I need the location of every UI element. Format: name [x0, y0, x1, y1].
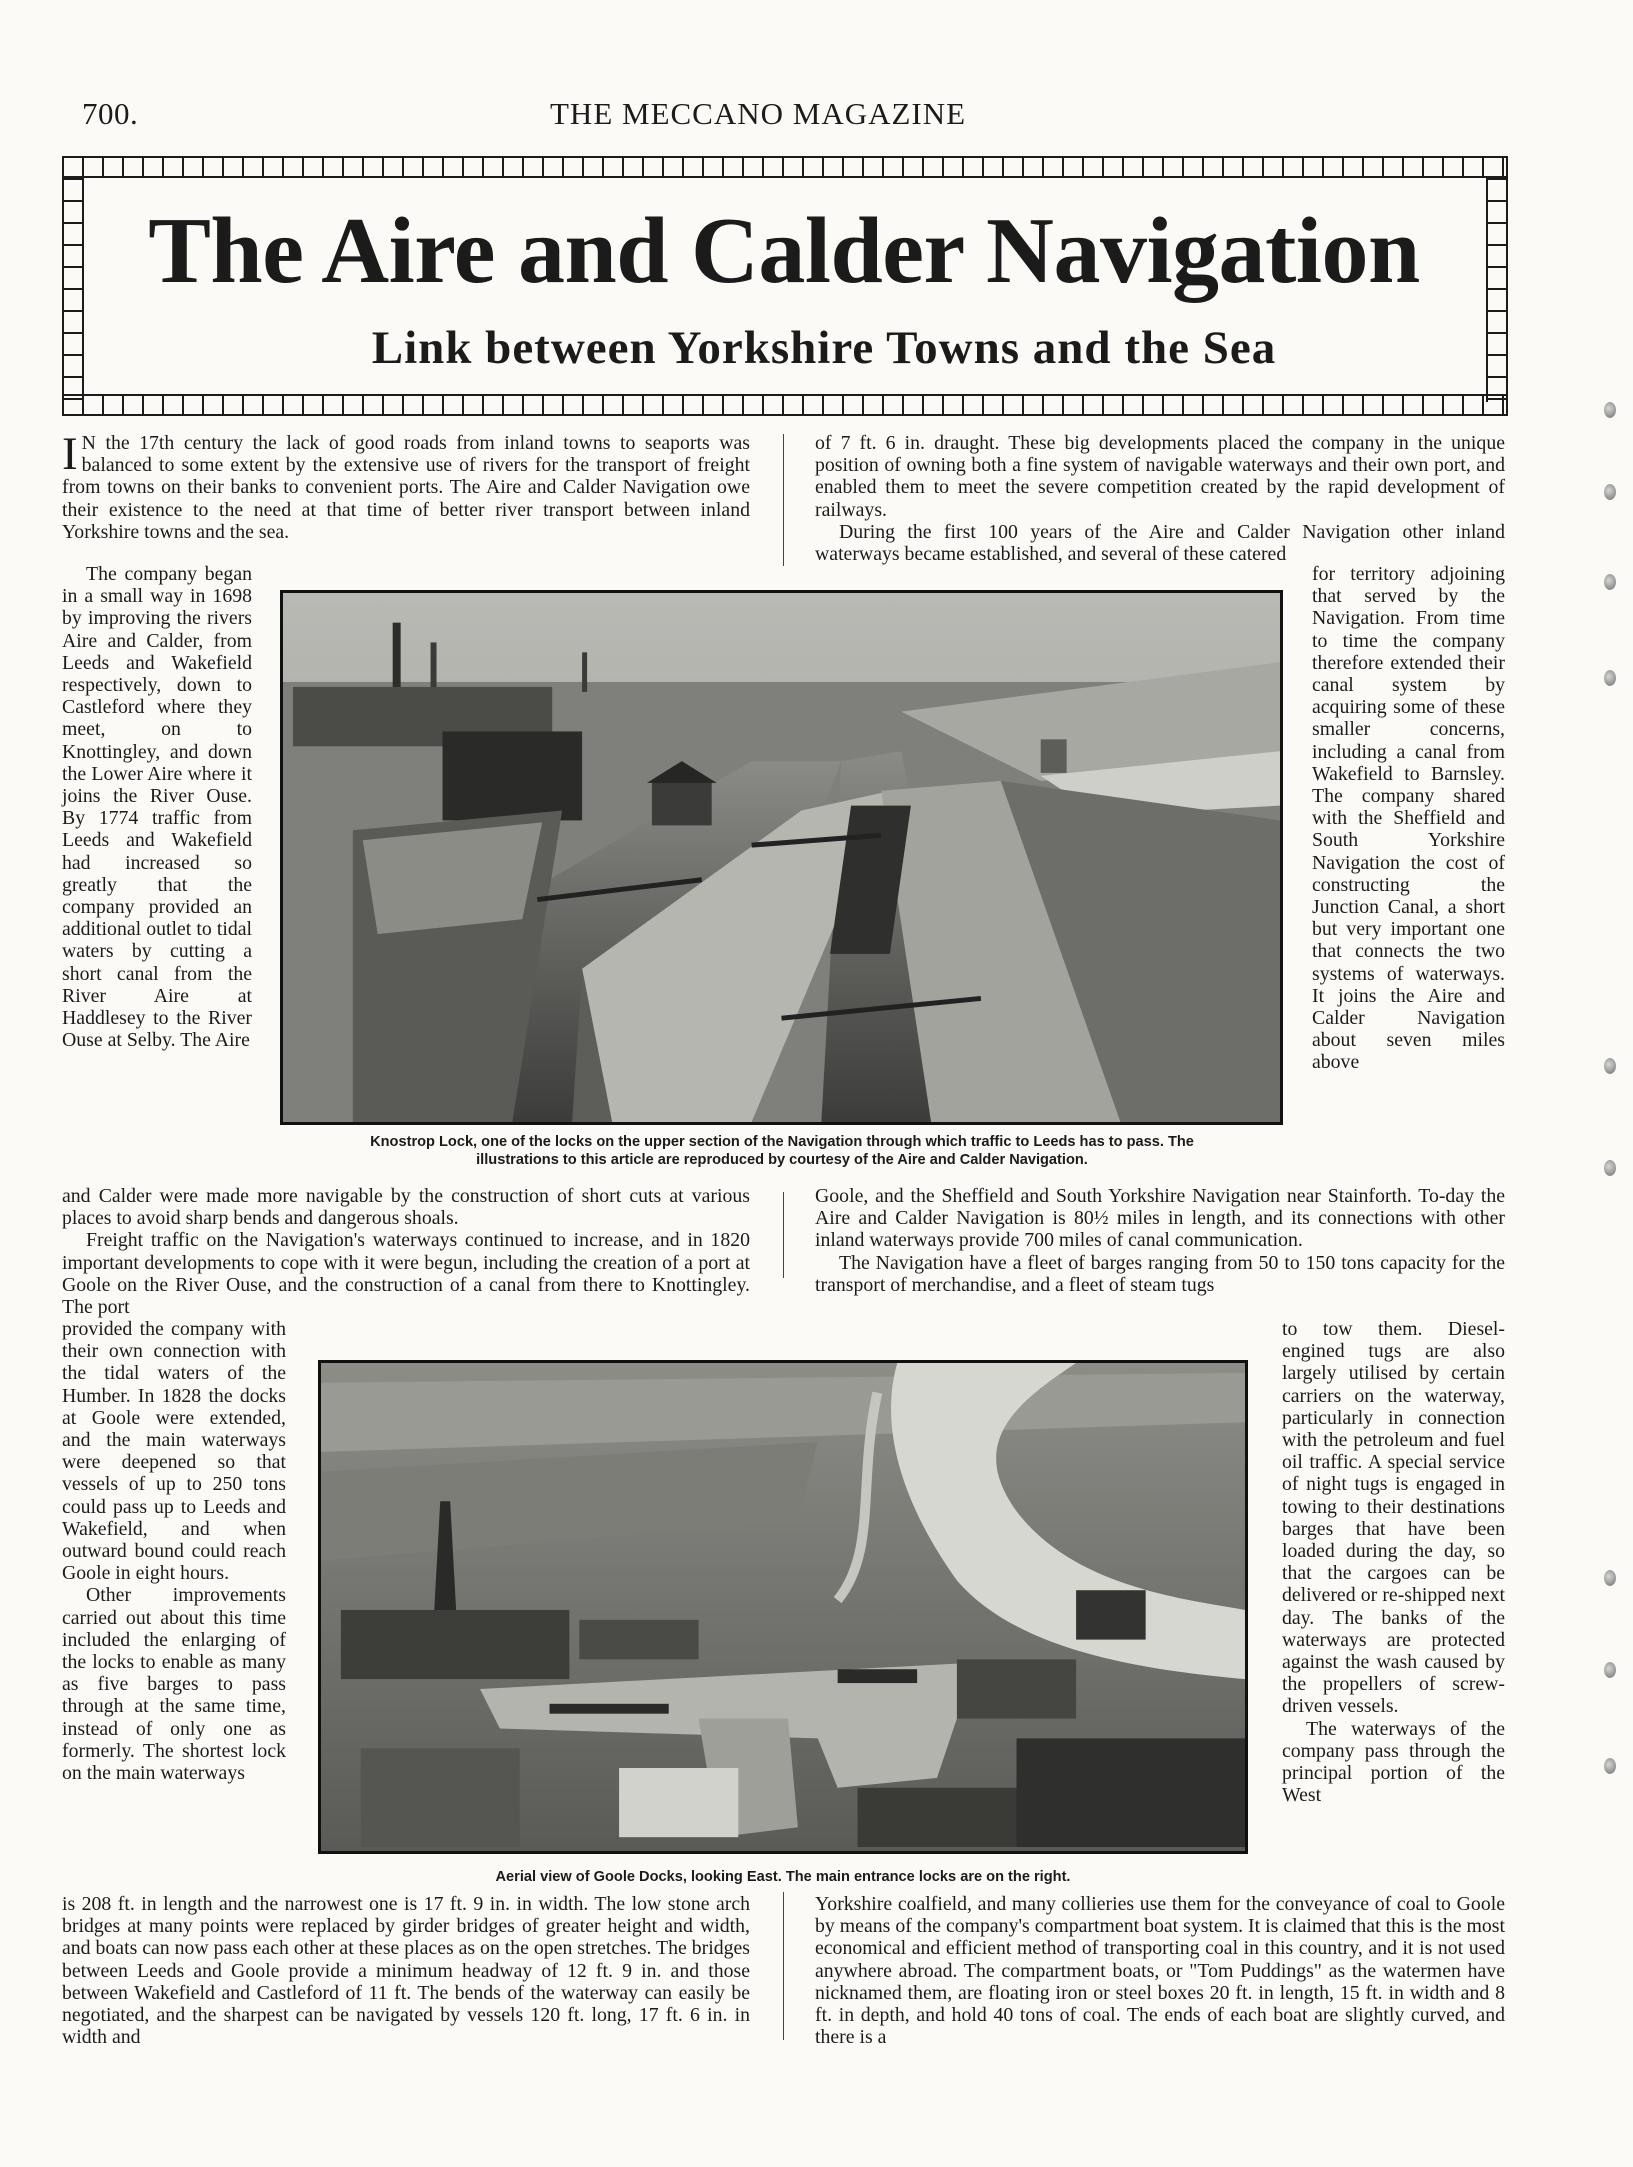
right-middle-text: Goole, and the Sheffield and South Yorkshire Navigation near Stainforth. To-day the Aire and Calder Navigation is 80½ miles in length, and its connections with other inland waterways provide 700 miles of canal communication. The Navigation have a fleet of barges ranging from 50 to 150 tons capacity for the transport of merchandise, and a fleet of steam tugs — [815, 1185, 1505, 1296]
lock-photo-caption — [262, 1133, 1302, 1169]
article-subtitle: Link between Yorkshire Towns and the Sea — [371, 322, 1277, 374]
magazine-title: THE MECCANO MAGAZINE — [550, 96, 967, 131]
column-rule-middle — [783, 1192, 784, 1278]
title-border-bottom — [62, 394, 1508, 416]
article-title: The Aire and Calder Navigation — [148, 199, 1420, 303]
goole-docks-aerial-photo — [318, 1360, 1248, 1854]
binding-ring-8 — [1604, 1662, 1616, 1678]
narrow-right-text-2: to tow them. Diesel-engined tugs are also largely utilised by certain carriers on the waterway, particularly in connection with the petroleum and fuel oil traffic. A special service of night tugs is engaged in towing to their destinations barges that have been loaded during the day, so that the cargoes can be delivered or re-shipped next day. The banks of the waterways are protected against the wash caused by the propellers of screw-driven vessels. The waterways of the company pass through the principal portion of the West — [1282, 1318, 1505, 1807]
column-rule-bottom — [783, 1892, 784, 2040]
right-top-text: of 7 ft. 6 in. draught. These big developments placed the company in the unique position of owning both a fine system of navigable waterways and their own port, and enabled them to meet the severe competition created by the rapid development of railways. During the first 100 years of the Aire and Calder Navigation other inland waterways became established, and several of these catered — [815, 432, 1505, 566]
narrow-right-text-1: for territory adjoining that served by the Navigation. From time to time the company therefore extended their canal system by acquiring some of these smaller concerns, including a canal from Wakefield to Barnsley. The company shared with the Sheffield and South Yorkshire Navigation the cost of constructing the Junction Canal, a short but very important one that connects the two systems of waterways. It joins the Aire and Calder Navigation about seven miles above — [1312, 563, 1505, 1074]
goole-photo-caption: Aerial view of Goole Docks, looking East. The main entrance locks are on the right. — [495, 1869, 1071, 1885]
binding-ring-1 — [1604, 402, 1616, 418]
binding-ring-3 — [1604, 574, 1616, 590]
column-rule-top — [783, 434, 784, 566]
right-bottom-text: Yorkshire coalfield, and many collieries use them for the conveyance of coal to Goole by means of the company's compartment boat system. It is claimed that this is the most economical and efficient method of transporting coal in this country, and it is not used anywhere abroad. The compartment boats, or "Tom Puddings" as the watermen have nicknamed them, are floating iron or steel boxes 20 ft. in length, 15 ft. in width and 8 ft. in depth, and hold 40 tons of coal. The ends of each boat are slightly curved, and there is a — [815, 1893, 1505, 2049]
knostrop-lock-photo — [280, 590, 1283, 1125]
left-bottom-text: is 208 ft. in length and the narrowest one is 17 ft. 9 in. in width. The low stone arch bridges at many points were replaced by girder bridges of greater height and width, and boats can now pass each other at these places as on the open stretches. The bridges between Leeds and Goole provide a minimum headway of 12 ft. 9 in. and those between Wakefield and Castleford of 11 ft. The bends of the waterway can easily be negotiated, and the sharpest can be navigated by vessels 120 ft. long, 17 ft. 6 in. in width and — [62, 1893, 750, 2049]
binding-ring-9 — [1604, 1758, 1616, 1774]
binding-ring-2 — [1604, 484, 1616, 500]
binding-ring-7 — [1604, 1570, 1616, 1586]
binding-ring-4 — [1604, 670, 1616, 686]
title-border-top — [62, 156, 1508, 178]
page-number: 700. — [82, 96, 139, 131]
lock-caption-line-2: illustrations to this article are reproduced by courtesy of the Aire and Calder Navigation. — [476, 1152, 1088, 1168]
binding-ring-5 — [1604, 1058, 1616, 1074]
intro-paragraph: I N the 17th century the lack of good roads from inland towns to seaports was balanced to some extent by the extensive use of rivers for the transport of freight from towns on their banks to convenient ports. The Aire and Calder Navigation owe their existence to the need at that time of better river transport between inland Yorkshire towns and the sea. — [62, 428, 750, 543]
lock-caption-line-1: Knostrop Lock, one of the locks on the upper section of the Navigation through which traffic to Leeds has to pass. The — [370, 1134, 1194, 1150]
left-middle-text: and Calder were made more navigable by the construction of short cuts at various places to avoid sharp bends and dangerous shoals. Freight traffic on the Navigation's waterways continued to increase, and in 1820 important developments to cope with it were begun, including the creation of a port at Goole on the River Ouse, and the construction of a canal from there to Knottingley. The port — [62, 1185, 750, 1319]
narrow-left-text-1: The company began in a small way in 1698 by improving the rivers Aire and Calder, from Leeds and Wakefield respectively, down to Castleford where they meet, on to Knottingley, and down the Lower Aire where it joins the River Ouse. By 1774 traffic from Leeds and Wakefield had increased so greatly that the company provided an additional outlet to tidal waters by cutting a short canal from the River Aire at Haddlesey to the River Ouse at Selby. The Aire — [62, 563, 252, 1052]
drop-cap: I — [62, 428, 78, 480]
binding-ring-6 — [1604, 1160, 1616, 1176]
narrow-left-text-2: provided the company with their own connection with the tidal waters of the Humber. In 1828 the docks at Goole were extended, and the main waterways were deepened so that vessels of up to 250 tons could pass up to Leeds and Wakefield, and when outward bound could reach Goole in eight hours. Other improvements carried out about this time included the enlarging of the locks to enable as many as five barges to pass through at the same time, instead of only one as formerly. The shortest lock on the main waterways — [62, 1318, 286, 1785]
